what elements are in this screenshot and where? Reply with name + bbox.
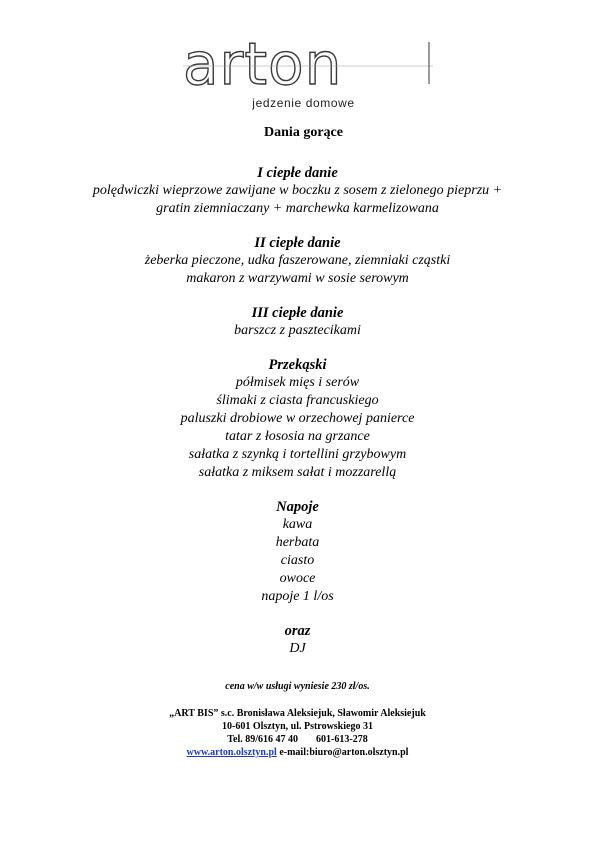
- email-text: e-mail:biuro@arton.olsztyn.pl: [279, 747, 409, 758]
- menu-item: ciasto: [280, 553, 315, 568]
- menu-item: DJ: [289, 641, 306, 656]
- menu-section: [0, 165, 595, 218]
- menu-item: paluszki drobiowe w orzechowej panierce: [180, 411, 415, 426]
- arton-logo-mark: [183, 40, 433, 96]
- menu-item: tatar z łososia na grzance: [225, 429, 370, 444]
- menu-item: herbata: [275, 535, 320, 550]
- menu-sections: [0, 165, 595, 658]
- menu-item: polędwiczki wieprzowe zawijane w boczku z sosem z zielonego pieprzu +: [92, 183, 503, 198]
- menu-item: owoce: [279, 571, 316, 586]
- menu-section: [0, 623, 595, 658]
- menu-item: sałatka z szynką i tortellini grzybowym: [188, 447, 407, 462]
- section-title: oraz: [284, 623, 311, 639]
- menu-item: kawa: [282, 517, 313, 532]
- menu-item: ślimaki z ciasta francuskiego: [216, 393, 379, 408]
- section-title: I ciepłe danie: [257, 165, 338, 181]
- menu-section: [0, 499, 595, 606]
- menu-item: napoje 1 l/os: [261, 589, 334, 604]
- menu-item: makaron z warzywami w sosie serowym: [186, 271, 409, 286]
- phone-number: Tel. 89/616 47 40: [227, 734, 299, 745]
- price-note: cena w/w usługi wyniesie 230 zł/os.: [225, 681, 370, 692]
- menu-section: [0, 357, 595, 482]
- page-heading: Dania gorące: [264, 125, 343, 140]
- menu-section: [0, 305, 595, 340]
- mobile-number: 601-613-278: [316, 734, 368, 745]
- menu-section: [0, 235, 595, 288]
- logo-subtitle: jedzenie domowe: [252, 96, 355, 110]
- menu-item: barszcz z pasztecikami: [234, 323, 361, 338]
- logo-wordmark: arton: [183, 40, 343, 96]
- company-address: 10-601 Olsztyn, ul. Pstrowskiego 31: [222, 721, 373, 732]
- menu-item: sałatka z miksem sałat i mozzarellą: [198, 465, 397, 480]
- logo: [0, 40, 595, 118]
- section-title: Napoje: [276, 499, 319, 515]
- footer: [0, 680, 595, 759]
- web-line: [0, 746, 595, 759]
- website-link[interactable]: www.arton.olsztyn.pl: [186, 747, 277, 758]
- menu-item: półmisek mięs i serów: [235, 375, 360, 390]
- section-title: III ciepłe danie: [251, 305, 344, 321]
- company-name: „ART BIS” s.c. Bronisława Aleksiejuk, Sławomir Aleksiejuk: [169, 708, 426, 719]
- menu-item: gratin ziemniaczany + marchewka karmelizowana: [156, 201, 439, 216]
- menu-item: żeberka pieczone, udka faszerowane, ziemniaki cząstki: [144, 253, 451, 268]
- section-title: II ciepłe danie: [254, 235, 341, 251]
- phone-line: [0, 733, 595, 746]
- section-title: Przekąski: [268, 357, 327, 373]
